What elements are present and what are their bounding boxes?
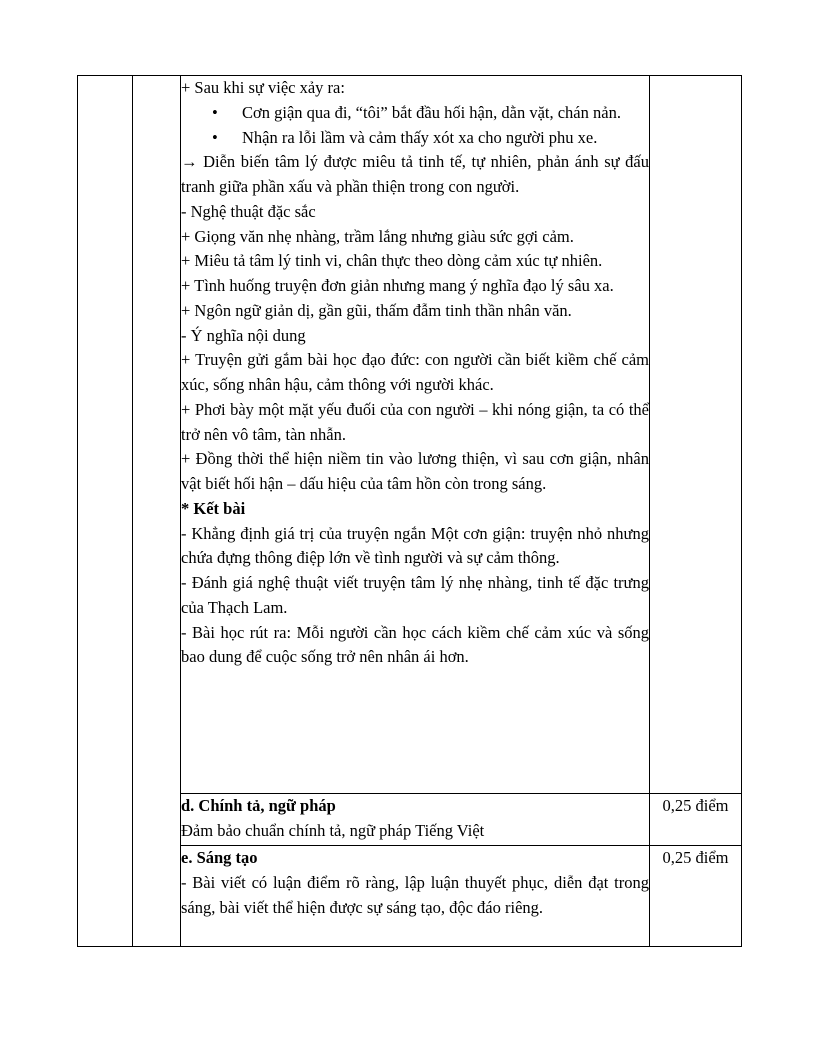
rubric-table xyxy=(77,75,742,947)
section-heading: * Kết bài xyxy=(181,498,246,518)
score-cell xyxy=(650,794,742,846)
paragraph: - Đánh giá nghệ thuật viết truyện tâm lý nhẹ nhàng, tinh tế đặc trưng của Thạch Lam. xyxy=(181,573,649,617)
sub-part-cell xyxy=(133,76,181,947)
score-cell xyxy=(650,76,742,794)
paragraph: → Diễn biến tâm lý được miêu tả tinh tế, tự nhiên, phản ánh sự đấu tranh giữa phần xấu và phần thiện trong con người. xyxy=(181,152,649,196)
paragraph: + Đồng thời thể hiện niềm tin vào lương thiện, vì sau cơn giận, nhân vật biết hối hận – dấu hiệu của tâm hồn còn trong sáng. xyxy=(181,449,649,493)
bullet-item xyxy=(181,101,649,126)
section-heading: e. Sáng tạo xyxy=(181,848,258,867)
bullet-text: Nhận ra lỗi lầm và cảm thấy xót xa cho người phu xe. xyxy=(242,127,598,147)
paragraph: Đảm bảo chuẩn chính tả, ngữ pháp Tiếng Việt xyxy=(181,820,485,840)
paragraph: + Ngôn ngữ giản dị, gần gũi, thấm đẫm tinh thần nhân văn. xyxy=(181,300,572,320)
criteria-cell xyxy=(181,846,650,947)
paragraph: - Bài học rút ra: Mỗi người cần học cách kiềm chế cảm xúc và sống bao dung để cuộc sống trở nên nhân ái hơn. xyxy=(181,622,649,667)
bullet-icon: • xyxy=(212,127,218,147)
paragraph: - Nghệ thuật đặc sắc xyxy=(181,201,316,221)
table-row xyxy=(78,76,742,794)
paragraph: + Sau khi sự việc xảy ra: xyxy=(181,78,345,97)
paragraph: + Phơi bày một mặt yếu đuối của con người – khi nóng giận, ta có thể trở nên vô tâm, tàn nhẫn. xyxy=(181,399,649,444)
paragraph: - Ý nghĩa nội dung xyxy=(181,325,306,345)
paragraph: - Khẳng định giá trị của truyện ngắn Một cơn giận: truyện nhỏ nhưng chứa đựng thông điệp lớn về tình người và sự cảm thông. xyxy=(181,523,649,568)
score-value: 0,25 điểm xyxy=(662,796,729,815)
paragraph: + Truyện gửi gắm bài học đạo đức: con người cần biết kiềm chế cảm xúc, sống nhân hậu, cảm thông với người khác. xyxy=(181,350,649,394)
bullet-icon: • xyxy=(212,102,218,122)
paragraph: - Bài viết có luận điểm rõ ràng, lập luận thuyết phục, diễn đạt trong sáng, bài viết thể hiện được sự sáng tạo, độc đáo riêng. xyxy=(181,872,649,917)
criteria-cell xyxy=(181,794,650,846)
bullet-item xyxy=(181,126,649,151)
bullet-text: Cơn giận qua đi, “tôi” bắt đầu hối hận, dằn vặt, chán nản. xyxy=(242,102,621,122)
question-number-cell xyxy=(78,76,133,947)
paragraph: + Tình huống truyện đơn giản nhưng mang ý nghĩa đạo lý sâu xa. xyxy=(181,276,614,295)
score-cell xyxy=(650,846,742,947)
paragraph: + Miêu tả tâm lý tinh vi, chân thực theo dòng cảm xúc tự nhiên. xyxy=(181,251,603,271)
section-heading: d. Chính tả, ngữ pháp xyxy=(181,796,336,815)
criteria-cell xyxy=(181,76,650,794)
paragraph: + Giọng văn nhẹ nhàng, trầm lắng nhưng giàu sức gợi cảm. xyxy=(181,226,574,246)
score-value: 0,25 điểm xyxy=(662,848,729,867)
